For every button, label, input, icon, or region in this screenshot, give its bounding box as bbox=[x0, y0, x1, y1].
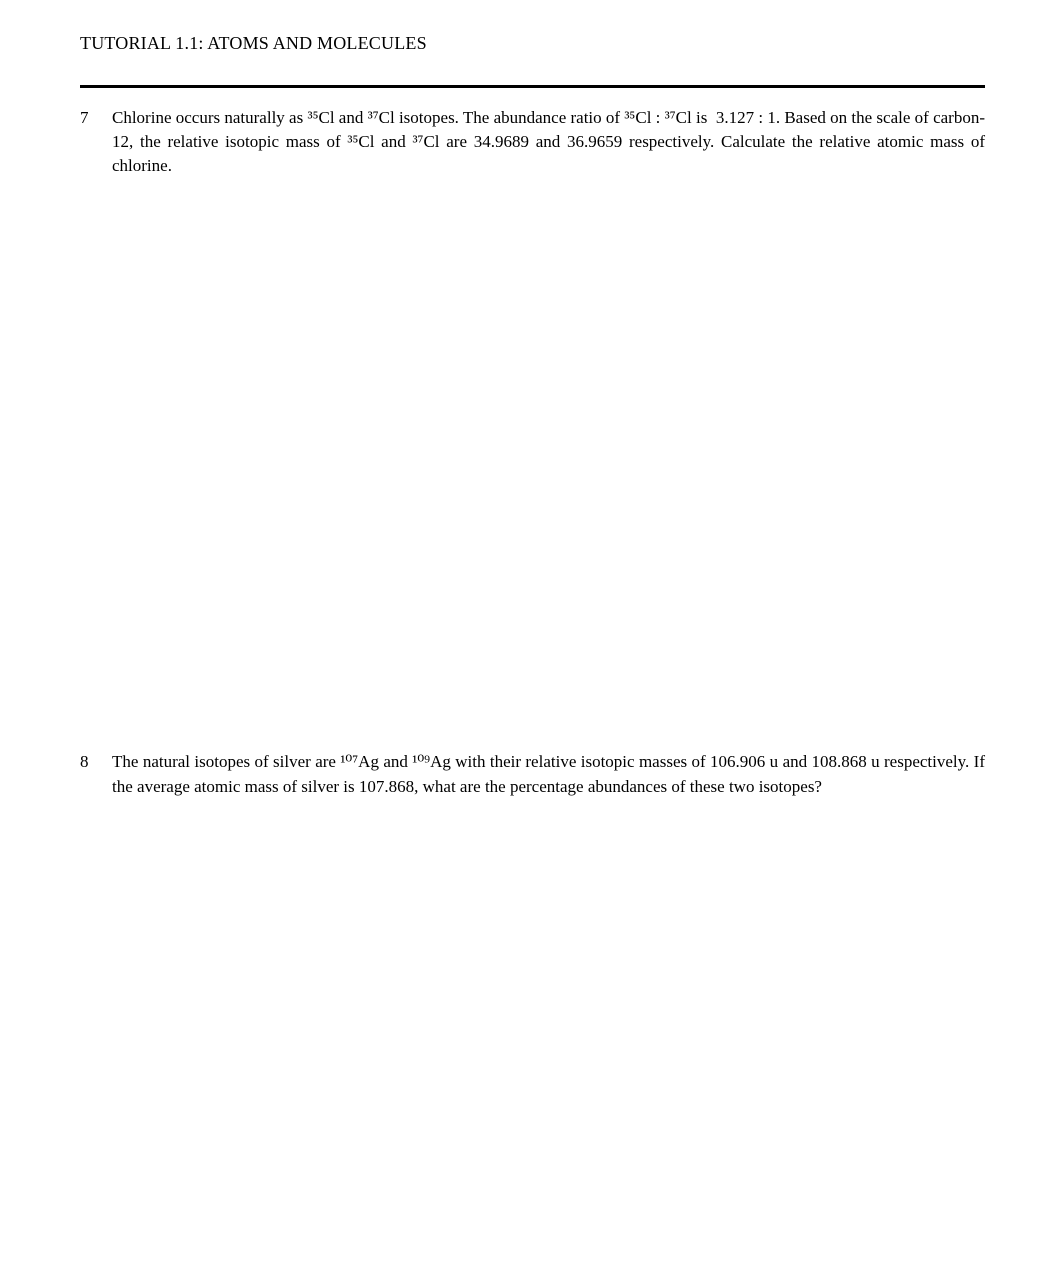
question-text: The natural isotopes of silver are ¹⁰⁷Ag and ¹⁰⁹Ag with their relative isotopic masses of 106.906 u and 108.868 u respectively. If the average atomic mass of silver is 107.868, what are the percentage abundances of these two isotopes? bbox=[112, 752, 985, 796]
question-number: 7 bbox=[80, 107, 89, 127]
question-number: 8 bbox=[80, 752, 89, 772]
question-block-7 bbox=[80, 106, 985, 179]
page-title: TUTORIAL 1.1: ATOMS AND MOLECULES bbox=[80, 33, 427, 53]
header-divider bbox=[80, 85, 985, 88]
question-block-8 bbox=[80, 750, 985, 799]
question-text: Chlorine occurs naturally as ³⁵Cl and ³⁷Cl isotopes. The abundance ratio of ³⁵Cl : ³⁷Cl is 3.127 : 1. Based on the scale of carbon-12, the relative isotopic mass of ³⁵Cl and ³⁷Cl are 34.9689 and 36.9659 respectively. Calculate the relative atomic mass of chlorine. bbox=[112, 107, 985, 176]
